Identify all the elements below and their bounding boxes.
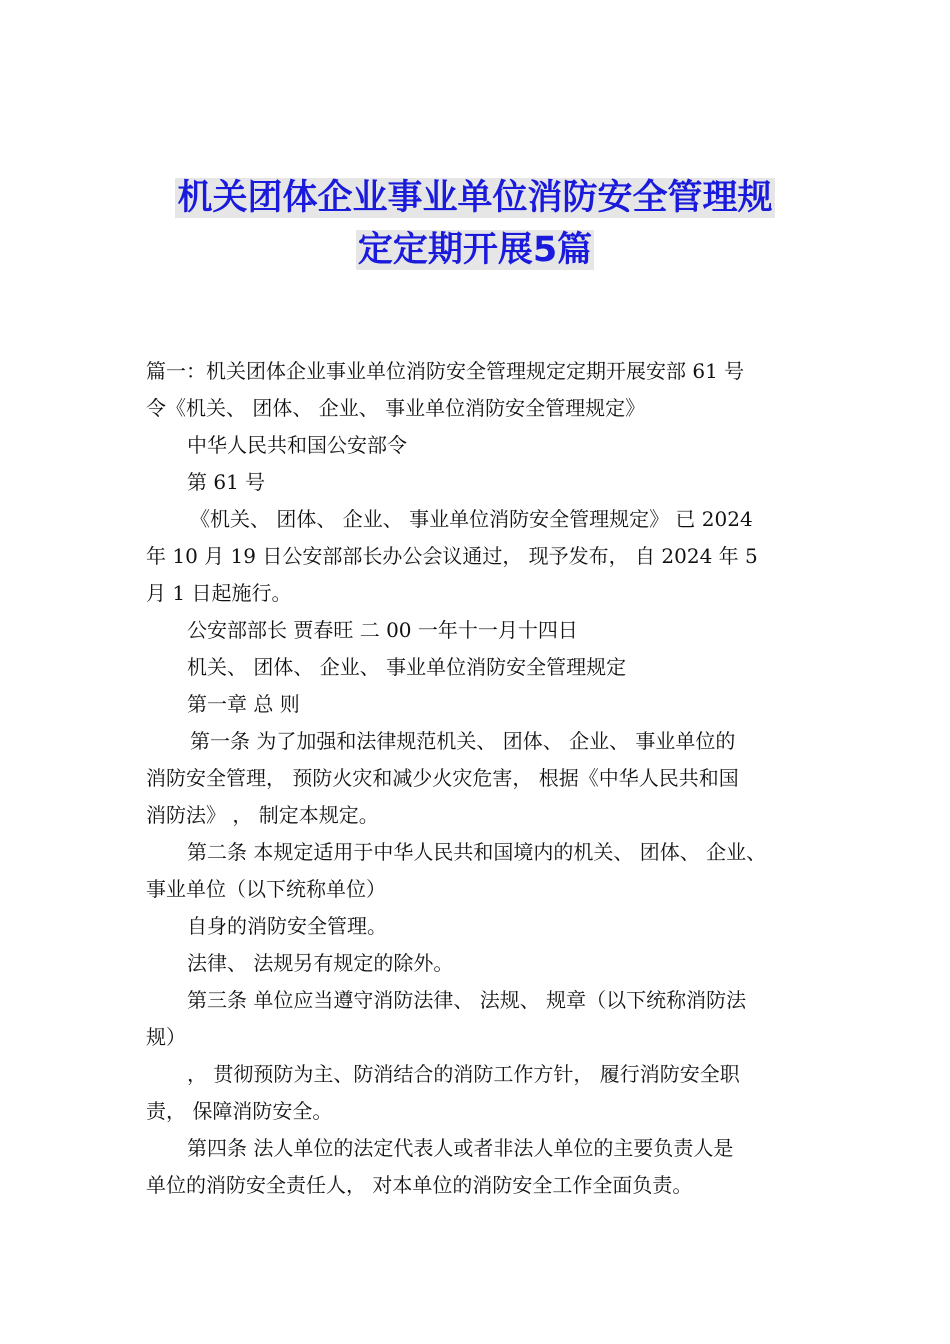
article-1-line-1: 第一条 为了加强和法律规范机关、 团体、 企业、 事业单位的 [190, 729, 736, 753]
title-highlight-1: 机关团体企业事业单位消防安全管理规 [177, 178, 773, 218]
article-2-line-2: 事业单位（以下统称单位） [146, 877, 386, 901]
regulation-title-line: 机关、 团体、 企业、 事业单位消防安全管理规定 [187, 655, 627, 679]
article-4-line-2: 单位的消防安全责任人， 对本单位的消防安全工作全面负责。 [146, 1173, 693, 1197]
article-2-line-3: 自身的消防安全管理。 [187, 914, 387, 938]
title-highlight-2: 定定期开展5篇 [357, 230, 593, 270]
document-body [146, 353, 818, 1204]
publication-line-1: 《机关、 团体、 企业、 事业单位消防安全管理规定》 已 2024 [190, 507, 753, 531]
article-2-line-1: 第二条 本规定适用于中华人民共和国境内的机关、 团体、 企业、 [187, 840, 767, 864]
publication-line-3: 月 1 日起施行。 [146, 581, 292, 605]
order-number-line: 第 61 号 [187, 470, 266, 494]
article-1-line-3: 消防法》 ， 制定本规定。 [146, 803, 379, 827]
article-3-line-2: 规） [146, 1025, 186, 1049]
publication-line-2: 年 10 月 19 日公安部部长办公会议通过， 现予发布， 自 2024 年 5 [146, 544, 758, 568]
document-title-line-1 [0, 172, 950, 224]
issuer-line: 中华人民共和国公安部令 [187, 433, 407, 457]
article-3-line-4: 责， 保障消防安全。 [146, 1099, 333, 1123]
article-3-line-1: 第三条 单位应当遵守消防法律、 法规、 规章（以下统称消防法 [187, 988, 747, 1012]
article-4-line-1: 第四条 法人单位的法定代表人或者非法人单位的主要负责人是 [187, 1136, 734, 1160]
article-2-line-4: 法律、 法规另有规定的除外。 [187, 951, 454, 975]
document-title-line-2 [0, 224, 950, 276]
article-3-line-3: ， 贯彻预防为主、防消结合的消防工作方针， 履行消防安全职 [187, 1062, 740, 1086]
article-1-line-2: 消防安全管理， 预防火灾和减少火灾危害， 根据《中华人民共和国 [146, 766, 739, 790]
intro-line-1: 篇一：机关团体企业事业单位消防安全管理规定定期开展安部 61 号 [146, 359, 745, 383]
chapter-heading: 第一章 总 则 [187, 692, 300, 716]
intro-line-2: 令《机关、 团体、 企业、 事业单位消防安全管理规定》 [146, 396, 646, 420]
signature-line: 公安部部长 贾春旺 二 00 一年十一月十四日 [187, 618, 578, 642]
